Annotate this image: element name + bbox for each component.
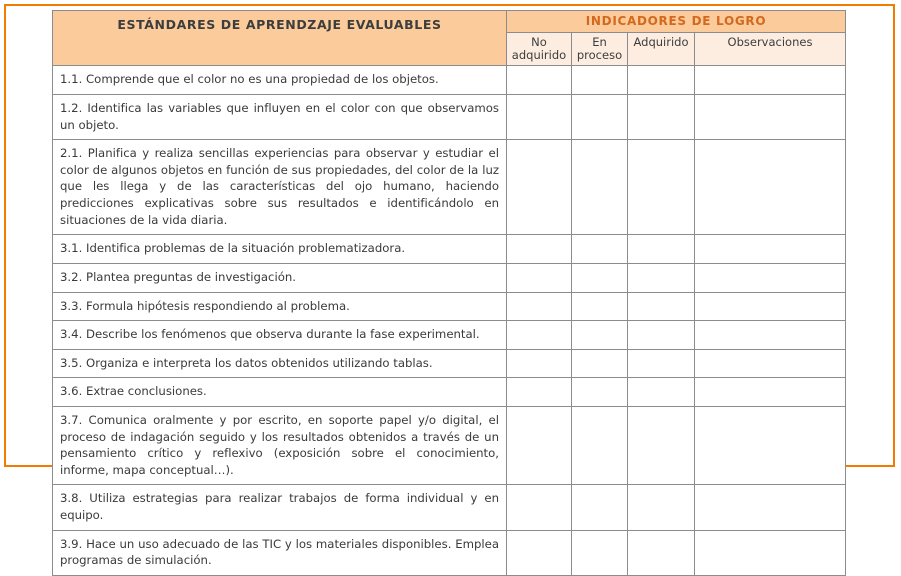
table-body: [53, 66, 846, 575]
mark-cell-acquired[interactable]: [628, 263, 695, 292]
mark-cell-acquired[interactable]: [628, 485, 695, 530]
header-row-top: [53, 11, 846, 33]
standard-description-cell: 3.2. Plantea preguntas de investigación.: [53, 263, 507, 292]
mark-cell-not-acquired[interactable]: [507, 349, 572, 378]
mark-cell-not-acquired[interactable]: [507, 292, 572, 321]
mark-cell-not-acquired[interactable]: [507, 66, 572, 95]
observations-cell[interactable]: [695, 485, 846, 530]
observations-cell[interactable]: [695, 235, 846, 264]
mark-cell-not-acquired[interactable]: [507, 95, 572, 140]
evaluation-rubric-table: [52, 10, 846, 576]
mark-cell-in-progress[interactable]: [572, 140, 628, 235]
standard-description-cell: 3.6. Extrae conclusiones.: [53, 378, 507, 407]
table-row: [53, 349, 846, 378]
column-header-standards: ESTÁNDARES DE APRENDZAJE EVALUABLES: [53, 11, 507, 66]
column-header-acquired: Adquirido: [628, 33, 695, 66]
mark-cell-not-acquired[interactable]: [507, 485, 572, 530]
table-row: [53, 530, 846, 575]
table-row: [53, 378, 846, 407]
mark-cell-in-progress[interactable]: [572, 292, 628, 321]
mark-cell-acquired[interactable]: [628, 292, 695, 321]
mark-cell-not-acquired[interactable]: [507, 140, 572, 235]
standard-description-cell: 3.8. Utiliza estrategias para realizar trabajos de forma individual y en equipo.: [53, 485, 507, 530]
mark-cell-not-acquired[interactable]: [507, 321, 572, 350]
mark-cell-acquired[interactable]: [628, 66, 695, 95]
mark-cell-not-acquired[interactable]: [507, 235, 572, 264]
table-row: [53, 292, 846, 321]
table-row: [53, 235, 846, 264]
mark-cell-acquired[interactable]: [628, 235, 695, 264]
standard-description-cell: 1.1. Comprende que el color no es una propiedad de los objetos.: [53, 66, 507, 95]
column-header-not-acquired: No adquirido: [507, 33, 572, 66]
table-row: [53, 485, 846, 530]
observations-cell[interactable]: [695, 378, 846, 407]
mark-cell-acquired[interactable]: [628, 406, 695, 484]
observations-cell[interactable]: [695, 263, 846, 292]
mark-cell-in-progress[interactable]: [572, 530, 628, 575]
mark-cell-acquired[interactable]: [628, 378, 695, 407]
standard-description-cell: 3.3. Formula hipótesis respondiendo al problema.: [53, 292, 507, 321]
mark-cell-not-acquired[interactable]: [507, 530, 572, 575]
column-header-in-progress: En proceso: [572, 33, 628, 66]
observations-cell[interactable]: [695, 140, 846, 235]
mark-cell-in-progress[interactable]: [572, 95, 628, 140]
mark-cell-not-acquired[interactable]: [507, 406, 572, 484]
mark-cell-not-acquired[interactable]: [507, 378, 572, 407]
mark-cell-in-progress[interactable]: [572, 378, 628, 407]
mark-cell-in-progress[interactable]: [572, 263, 628, 292]
standard-description-cell: 3.1. Identifica problemas de la situación problematizadora.: [53, 235, 507, 264]
table-row: [53, 406, 846, 484]
table-row: [53, 95, 846, 140]
mark-cell-not-acquired[interactable]: [507, 263, 572, 292]
column-header-observations: Observaciones: [695, 33, 846, 66]
standard-description-cell: 1.2. Identifica las variables que influyen en el color con que observamos un objeto.: [53, 95, 507, 140]
mark-cell-in-progress[interactable]: [572, 485, 628, 530]
observations-cell[interactable]: [695, 292, 846, 321]
observations-cell[interactable]: [695, 530, 846, 575]
table-row: [53, 321, 846, 350]
mark-cell-acquired[interactable]: [628, 140, 695, 235]
table-header: [53, 11, 846, 66]
mark-cell-acquired[interactable]: [628, 530, 695, 575]
mark-cell-in-progress[interactable]: [572, 406, 628, 484]
mark-cell-in-progress[interactable]: [572, 235, 628, 264]
mark-cell-in-progress[interactable]: [572, 66, 628, 95]
standard-description-cell: 2.1. Planifica y realiza sencillas experiencias para observar y estudiar el color de algunos objetos en función de sus propiedades, del color de la luz que les llega y de las características del ojo humano, haciendo predicciones explicativas sobre sus resultados e identificándolo en situaciones de la vida diaria.: [53, 140, 507, 235]
mark-cell-in-progress[interactable]: [572, 321, 628, 350]
standard-description-cell: 3.7. Comunica oralmente y por escrito, en soporte papel y/o digital, el proceso de indagación seguido y los resultados obtenidos a través de un pensamiento crítico y reflexivo (exposición sobre el conocimiento, informe, mapa conceptual…).: [53, 406, 507, 484]
rubric-sheet: [52, 10, 845, 576]
table-row: [53, 66, 846, 95]
mark-cell-acquired[interactable]: [628, 95, 695, 140]
mark-cell-in-progress[interactable]: [572, 349, 628, 378]
table-row: [53, 140, 846, 235]
observations-cell[interactable]: [695, 95, 846, 140]
standard-description-cell: 3.9. Hace un uso adecuado de las TIC y los materiales disponibles. Emplea programas de simulación.: [53, 530, 507, 575]
column-group-header-indicators: INDICADORES DE LOGRO: [507, 11, 846, 33]
standard-description-cell: 3.4. Describe los fenómenos que observa durante la fase experimental.: [53, 321, 507, 350]
mark-cell-acquired[interactable]: [628, 321, 695, 350]
mark-cell-acquired[interactable]: [628, 349, 695, 378]
observations-cell[interactable]: [695, 321, 846, 350]
table-row: [53, 263, 846, 292]
observations-cell[interactable]: [695, 406, 846, 484]
observations-cell[interactable]: [695, 66, 846, 95]
standard-description-cell: 3.5. Organiza e interpreta los datos obtenidos utilizando tablas.: [53, 349, 507, 378]
observations-cell[interactable]: [695, 349, 846, 378]
